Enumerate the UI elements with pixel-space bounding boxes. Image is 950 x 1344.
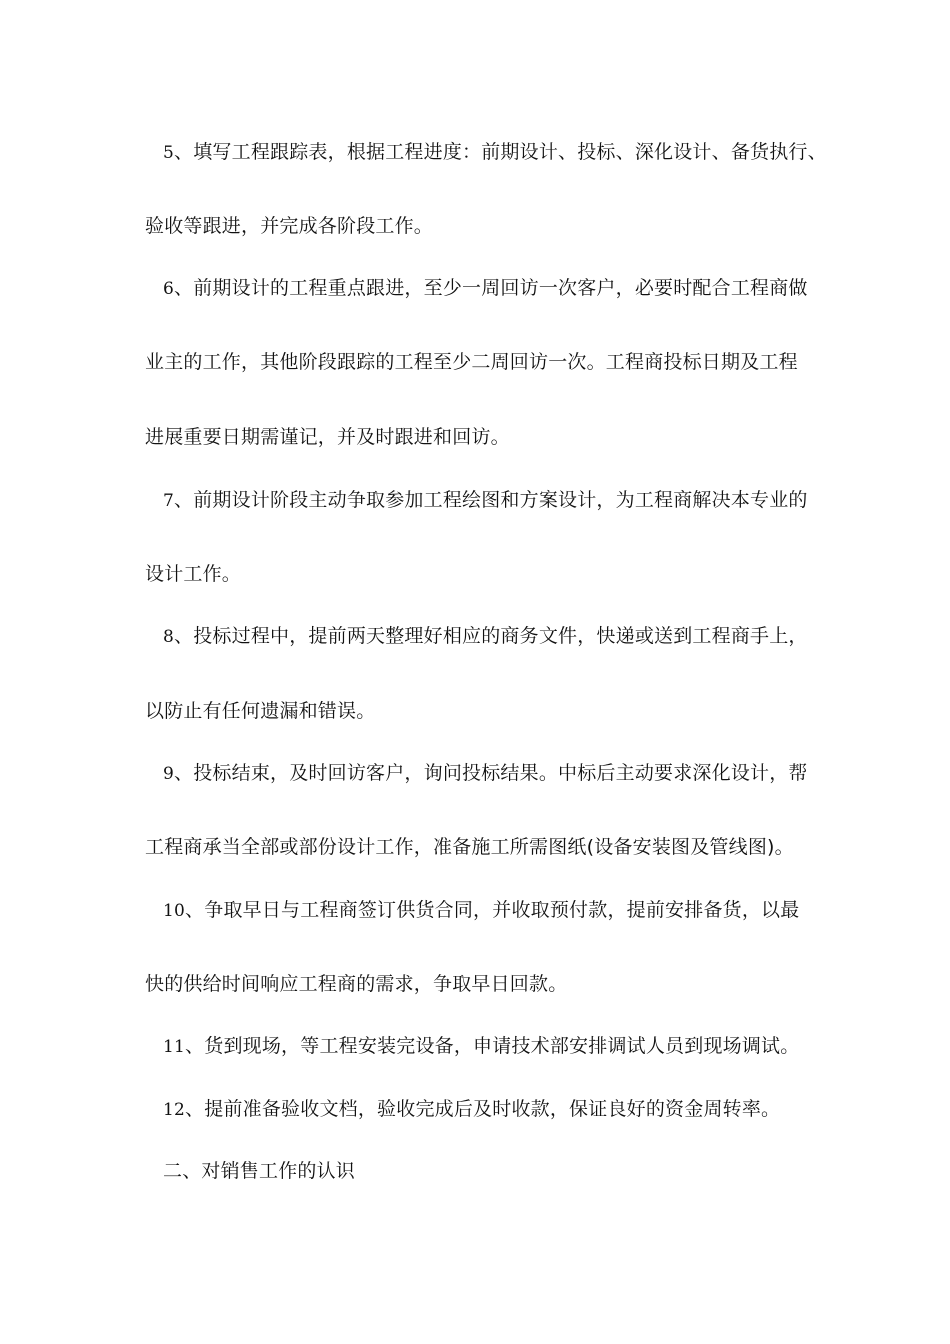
item-number: 10: [163, 901, 186, 921]
item-number: 6: [163, 279, 175, 299]
item-number: 9: [163, 764, 175, 784]
item-8-line-1: [163, 624, 808, 649]
item-6-line-1: [163, 276, 808, 301]
item-number: 7: [163, 491, 175, 511]
item-7-line-2: 设计工作。: [145, 563, 242, 585]
item-text: 、投标结束，及时回访客户，询问投标结果。中标后主动要求深化设计，帮: [174, 762, 808, 784]
item-12-line-1: [163, 1097, 780, 1122]
item-5-line-2: 验收等跟进，并完成各阶段工作。: [145, 215, 434, 237]
item-7-line-1: [163, 488, 808, 513]
item-text: 、前期设计的工程重点跟进，至少一周回访一次客户，必要时配合工程商做: [174, 277, 808, 299]
item-number: 8: [163, 627, 175, 647]
item-text: 、前期设计阶段主动争取参加工程绘图和方案设计，为工程商解决本专业的: [174, 489, 808, 511]
item-8-line-2: 以防止有任何遗漏和错误。: [145, 700, 376, 722]
item-text: 、争取早日与工程商签订供货合同，并收取预付款，提前安排备货，以最: [185, 899, 800, 921]
item-10-line-2: 快的供给时间响应工程商的需求，争取早日回款。: [145, 973, 568, 995]
item-text: 、货到现场，等工程安装完设备，申请技术部安排调试人员到现场调试。: [185, 1035, 800, 1057]
item-number: 5: [163, 143, 175, 163]
section-heading: 二、对销售工作的认识: [163, 1160, 356, 1182]
item-number: 11: [163, 1037, 186, 1057]
item-text: 、投标过程中，提前两天整理好相应的商务文件，快递或送到工程商手上，: [174, 625, 808, 647]
item-number: 12: [163, 1100, 186, 1120]
item-text: 、提前准备验收文档，验收完成后及时收款，保证良好的资金周转率。: [185, 1098, 781, 1120]
item-5-line-1: [163, 140, 827, 165]
item-11-line-1: [163, 1034, 799, 1059]
item-10-line-1: [163, 898, 799, 923]
item-text: 、填写工程跟踪表，根据工程进度：前期设计、投标、深化设计、备货执行、: [174, 141, 827, 163]
item-9-line-2: 工程商承当全部或部份设计工作，准备施工所需图纸(设备安装图及管线图)。: [145, 836, 794, 858]
item-6-line-2: 业主的工作，其他阶段跟踪的工程至少二周回访一次。工程商投标日期及工程: [145, 351, 798, 373]
item-9-line-1: [163, 761, 808, 786]
item-6-line-3: 进展重要日期需谨记，并及时跟进和回访。: [145, 426, 510, 448]
